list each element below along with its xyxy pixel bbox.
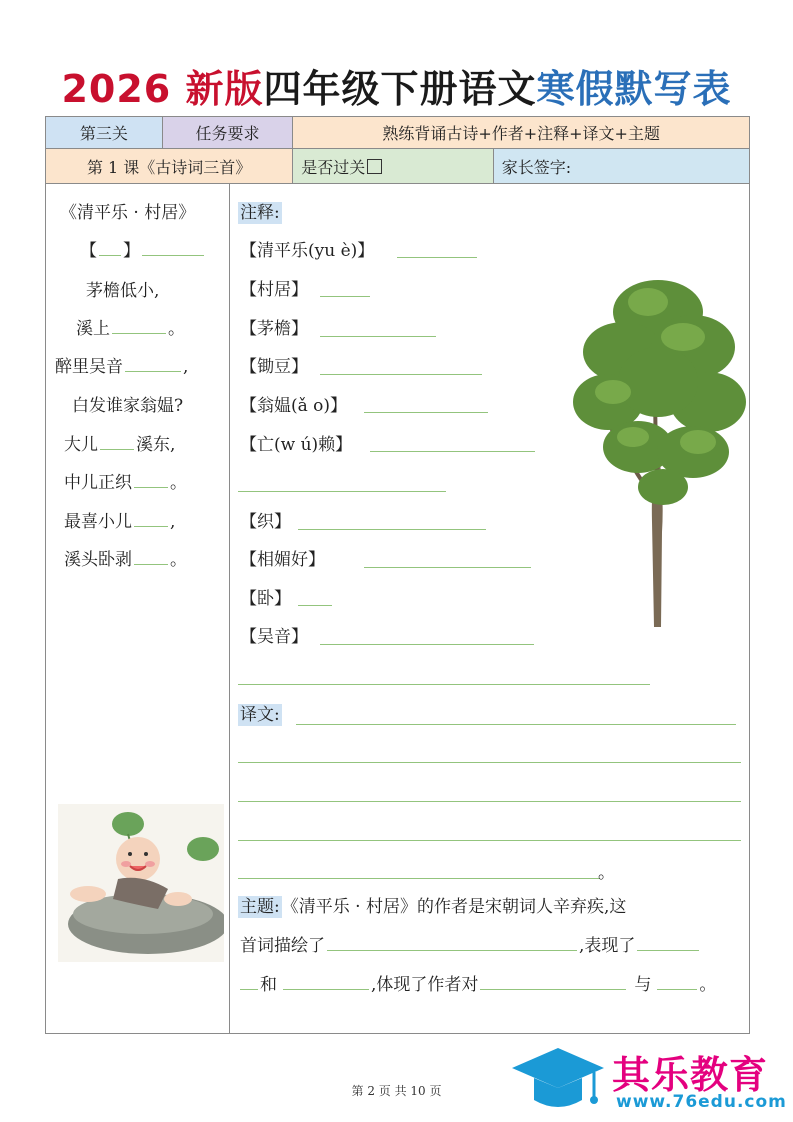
theme-text-2a: 首词描绘了 xyxy=(240,936,325,956)
poem-blank[interactable] xyxy=(100,449,134,450)
poem-line-8 xyxy=(64,545,187,570)
poem-line-6-text: 中儿正织 xyxy=(64,473,132,493)
theme-blank[interactable] xyxy=(240,989,258,990)
theme-text-3c: 与 xyxy=(634,975,652,995)
poem-line-2-text: 溪上 xyxy=(76,319,110,339)
note-blank[interactable] xyxy=(238,491,446,492)
notes-heading-label: 注释: xyxy=(240,203,280,223)
dynasty-blank[interactable] xyxy=(99,255,121,256)
poem-line-6-end: 。 xyxy=(170,473,187,493)
task-cell: 熟练背诵古诗+作者+注释+译文+主题 xyxy=(293,117,749,148)
note-blank[interactable] xyxy=(320,296,370,297)
title-sheet: 寒假默写表 xyxy=(536,66,732,111)
bracket-right: 】 xyxy=(123,241,140,261)
poem-title: 《清平乐 · 村居》 xyxy=(60,203,196,223)
poem-blank[interactable] xyxy=(112,333,166,334)
note-item: 【亡(w ú)赖】 xyxy=(240,435,353,455)
poem-line-5 xyxy=(64,430,175,455)
translation-line[interactable] xyxy=(238,878,600,879)
poem-line-8-text: 溪头卧剥 xyxy=(64,550,132,570)
theme-text-2b: ,表现了 xyxy=(579,936,636,956)
brand-url[interactable]: www.76edu.com xyxy=(616,1092,787,1112)
theme-blank[interactable] xyxy=(283,989,369,990)
note-item: 【卧】 xyxy=(240,589,291,609)
theme-line-3 xyxy=(238,970,716,995)
pass-checkbox[interactable] xyxy=(367,159,382,174)
translation-heading-label: 译文: xyxy=(240,705,280,725)
lesson-cell: 第 1 课《古诗词三首》 xyxy=(46,149,293,183)
note-item: 【相媚好】 xyxy=(240,550,325,570)
child-illustration xyxy=(58,804,224,962)
poem-blank[interactable] xyxy=(134,487,168,488)
note-item: 【翁媪(ǎ o)】 xyxy=(240,396,348,416)
note-blank[interactable] xyxy=(238,684,650,685)
note-item: 【清平乐(yu è)】 xyxy=(240,241,375,261)
pass-label: 是否过关 xyxy=(301,157,366,177)
theme-text-3d: 。 xyxy=(699,975,717,995)
note-blank[interactable] xyxy=(298,605,332,606)
note-item: 【茅檐】 xyxy=(240,319,308,339)
poem-line-8-end: 。 xyxy=(170,550,187,570)
translation-heading xyxy=(238,700,282,725)
poem-line-7 xyxy=(64,507,175,532)
theme-blank[interactable] xyxy=(327,950,577,951)
translation-end: 。 xyxy=(598,863,615,883)
theme-blank[interactable] xyxy=(637,950,699,951)
theme-line-2 xyxy=(240,931,701,956)
poem-line-1: 茅檐低小, xyxy=(86,281,160,301)
poem-author-blank[interactable] xyxy=(80,236,206,261)
parent-sign-cell[interactable]: 家长签字: xyxy=(494,149,749,183)
note-blank[interactable] xyxy=(320,336,436,337)
note-item: 【锄豆】 xyxy=(240,357,308,377)
poem-line-3 xyxy=(55,352,188,377)
header-row-1 xyxy=(45,116,750,149)
translation-line[interactable] xyxy=(296,724,736,725)
header-row-2 xyxy=(45,148,750,184)
poem-line-2-end: 。 xyxy=(168,319,185,339)
poem-blank[interactable] xyxy=(134,564,168,565)
author-blank[interactable] xyxy=(142,255,204,256)
poem-line-5-end: 溪东, xyxy=(136,435,176,455)
poem-line-4: 白发谁家翁媪? xyxy=(72,396,184,416)
poem-blank[interactable] xyxy=(125,371,181,372)
poem-line-3-text: 醉里吴音 xyxy=(55,357,123,377)
poem-blank[interactable] xyxy=(134,526,168,527)
note-item: 【村居】 xyxy=(240,280,308,300)
task-label-cell: 任务要求 xyxy=(163,117,294,148)
column-divider xyxy=(229,183,230,1034)
note-blank[interactable] xyxy=(298,529,486,530)
note-blank[interactable] xyxy=(320,374,482,375)
poem-line-2 xyxy=(76,314,185,339)
notes-heading xyxy=(238,198,282,223)
pass-cell[interactable] xyxy=(293,149,493,183)
level-cell: 第三关 xyxy=(46,117,163,148)
translation-line[interactable] xyxy=(238,762,741,763)
theme-text-1: 《清平乐 · 村居》的作者是宋朝词人辛弃疾,这 xyxy=(281,897,627,917)
poem-line-5-text: 大儿 xyxy=(64,435,98,455)
page-number: 第 2 页 共 10 页 xyxy=(351,1084,442,1098)
page-title xyxy=(0,58,793,113)
tree-illustration xyxy=(568,272,748,627)
theme-text-3b: ,体现了作者对 xyxy=(371,975,479,995)
theme-text-3a: 和 xyxy=(260,975,277,995)
poem-line-7-text: 最喜小儿 xyxy=(64,512,132,532)
poem-line-6 xyxy=(64,468,187,493)
note-blank[interactable] xyxy=(397,257,477,258)
title-year: 2026 xyxy=(61,67,172,111)
note-blank[interactable] xyxy=(364,567,531,568)
note-item: 【吴音】 xyxy=(240,627,308,647)
title-new-edition: 新版 xyxy=(185,66,264,111)
bracket-left: 【 xyxy=(80,241,97,261)
brand-logo-text: 其乐教育 xyxy=(612,1053,769,1097)
theme-blank[interactable] xyxy=(657,989,697,990)
theme-blank[interactable] xyxy=(480,989,626,990)
theme-heading: 主题: xyxy=(240,897,280,917)
note-blank[interactable] xyxy=(364,412,488,413)
note-blank[interactable] xyxy=(320,644,534,645)
note-item: 【织】 xyxy=(240,512,291,532)
note-blank[interactable] xyxy=(370,451,535,452)
translation-line[interactable] xyxy=(238,801,741,802)
translation-line[interactable] xyxy=(238,840,741,841)
poem-line-3-end: , xyxy=(183,357,189,377)
title-grade: 四年级下册语文 xyxy=(263,66,537,111)
theme-line-1 xyxy=(238,892,626,917)
poem-line-7-end: , xyxy=(170,512,176,532)
